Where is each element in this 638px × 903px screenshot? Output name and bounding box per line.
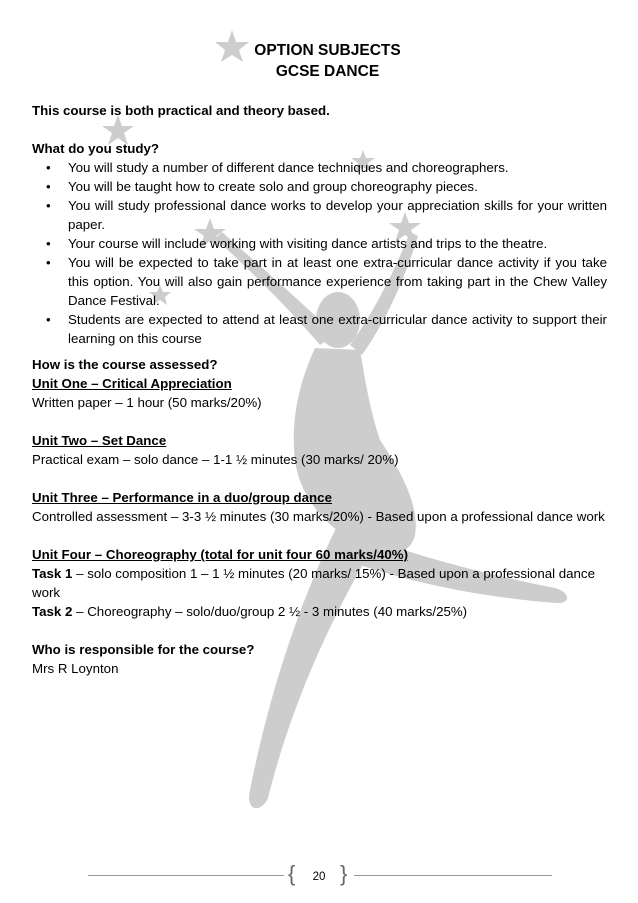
title-line-1: OPTION SUBJECTS [254,42,401,59]
assessment-heading: How is the course assessed? [32,357,218,372]
footer-rule-left [88,875,284,876]
left-bracket-icon: { [288,861,296,886]
footer-rule-right [354,875,552,876]
list-item: • You will be expected to take part in at least one extra-curricular dance activity if you take this option. You will also gain performance experience from taking part in the Chew Valley Dance Festival. [46,255,607,308]
study-list [32,158,607,348]
bullet-icon: • [46,255,51,270]
intro-text: This course is both practical and theory based. [32,103,330,118]
bullet-icon: • [46,179,51,194]
unit-two-text: Practical exam – solo dance – 1-1 ½ minutes (30 marks/ 20%) [32,452,399,467]
unit-two-title: Unit Two – Set Dance [32,433,167,448]
bullet-icon: • [46,160,51,175]
task-one: Task 1 – solo composition 1 – 1 ½ minutes (20 marks/ 15%) - Based upon a professional dance work [32,566,595,600]
list-item: • You will study professional dance works to develop your appreciation skills for your written paper. [46,198,607,232]
bullet-icon: • [46,312,51,327]
unit-four-title: Unit Four – Choreography (total for unit four 60 marks/40%) [32,547,409,562]
responsible-heading: Who is responsible for the course? [32,642,255,657]
right-bracket-icon: } [340,861,348,886]
document-body [32,40,607,678]
responsible-name: Mrs R Loynton [32,661,119,676]
list-item: • You will study a number of different dance techniques and choreographers. [46,160,509,175]
task-two: Task 2 – Choreography – solo/duo/group 2 ½ - 3 minutes (40 marks/25%) [32,604,468,619]
unit-one-text: Written paper – 1 hour (50 marks/20%) [32,395,262,410]
unit-one-title: Unit One – Critical Appreciation [32,376,232,391]
title-line-2: GCSE DANCE [275,63,380,80]
page-footer [0,858,638,888]
unit-three-text: Controlled assessment – 3-3 ½ minutes (30 marks/20%) - Based upon a professional dance work [32,509,605,524]
list-item: • You will be taught how to create solo and group choreography pieces. [46,179,478,194]
list-item: • Your course will include working with visiting dance artists and trips to the theatre. [46,236,548,251]
bullet-icon: • [46,198,51,213]
unit-three-title: Unit Three – Performance in a duo/group dance [32,490,332,505]
page-title [48,40,607,82]
page-number: 20 [312,871,326,883]
bullet-icon: • [46,236,51,251]
study-heading: What do you study? [32,141,160,156]
list-item: • Students are expected to attend at least one extra-curricular dance activity to support their learning on this course [46,312,607,346]
